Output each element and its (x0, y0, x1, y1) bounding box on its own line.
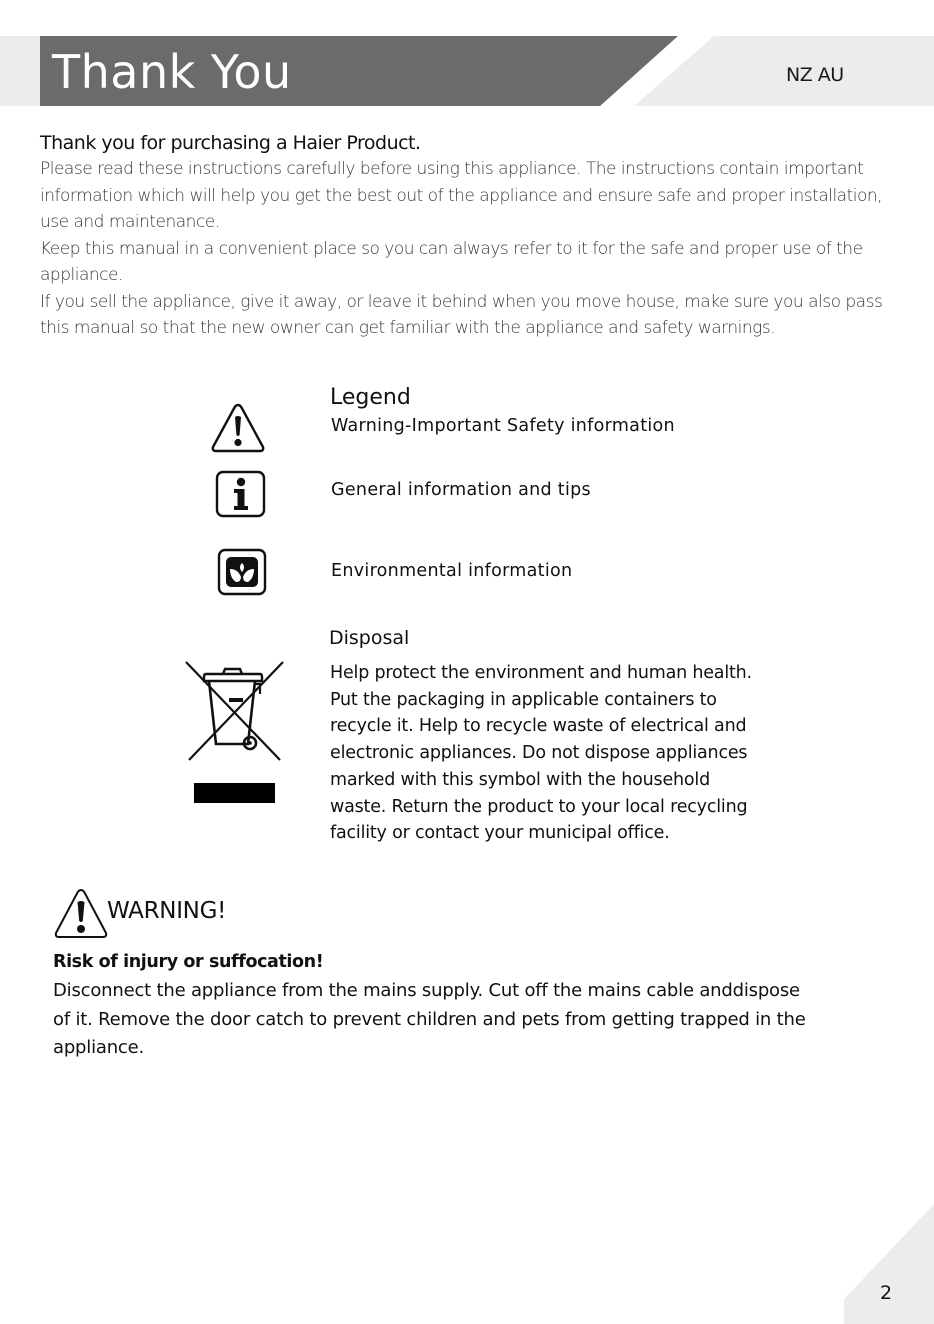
warning-line: of it. Remove the door catch to prevent children and pets from getting trapped in the (53, 1008, 806, 1030)
page-title: Thank You (52, 45, 292, 99)
warning-line: appliance. (53, 1037, 145, 1058)
info-icon (215, 470, 267, 518)
header-region-tab (634, 36, 934, 106)
disposal-line: recycle it. Help to recycle waste of electrical and (330, 716, 747, 737)
warning-body (53, 977, 883, 1063)
disposal-line: facility or contact your municipal office. (330, 823, 670, 844)
intro-heading: Thank you for purchasing a Haier Product. (40, 132, 421, 154)
disposal-line: Help protect the environment and human health. (330, 663, 752, 683)
crossed-out-bin-icon (184, 660, 286, 764)
intro-paragraph: Please read these instructions carefully before using this appliance. The instructions contain important information which will help you get the best out of the appliance and ensure safe and proper installation, use and maintenance. (40, 159, 883, 232)
intro-paragraph: If you sell the appliance, give it away, or leave it behind when you move house, make sure you also pass this manual so that the new owner can get familiar with the appliance and safety warnings. (40, 291, 883, 338)
disposal-title: Disposal (329, 627, 410, 649)
bin-underline-bar (194, 783, 275, 803)
disposal-line: electronic appliances. Do not dispose appliances (330, 743, 748, 764)
warning-line: Disconnect the appliance from the mains supply. Cut off the mains cable anddispose (53, 980, 800, 1001)
disposal-line: Put the packaging in applicable containers to (330, 689, 717, 710)
disposal-text (330, 660, 830, 847)
legend-title: Legend (330, 385, 411, 410)
legend-item-info: General information and tips (331, 480, 591, 500)
warning-title: WARNING! (107, 898, 227, 924)
legend-item-environment: Environmental information (331, 561, 573, 581)
disposal-line: marked with this symbol with the household (330, 769, 710, 790)
warning-triangle-icon (210, 402, 266, 454)
page-corner-tab (844, 1204, 934, 1324)
legend-item-warning: Warning-Important Safety information (331, 416, 675, 436)
disposal-line: waste. Return the product to your local recycling (330, 796, 748, 817)
intro-paragraph: Keep this manual in a convenient place so you can always refer to it for the safe and proper use of the appliance. (40, 238, 863, 285)
warning-triangle-icon (53, 887, 109, 941)
page-number: 2 (880, 1282, 893, 1304)
region-label: NZ AU (786, 64, 844, 86)
environment-icon (217, 548, 269, 596)
intro-section (40, 130, 900, 342)
warning-subtitle: Risk of injury or suffocation! (53, 952, 324, 972)
